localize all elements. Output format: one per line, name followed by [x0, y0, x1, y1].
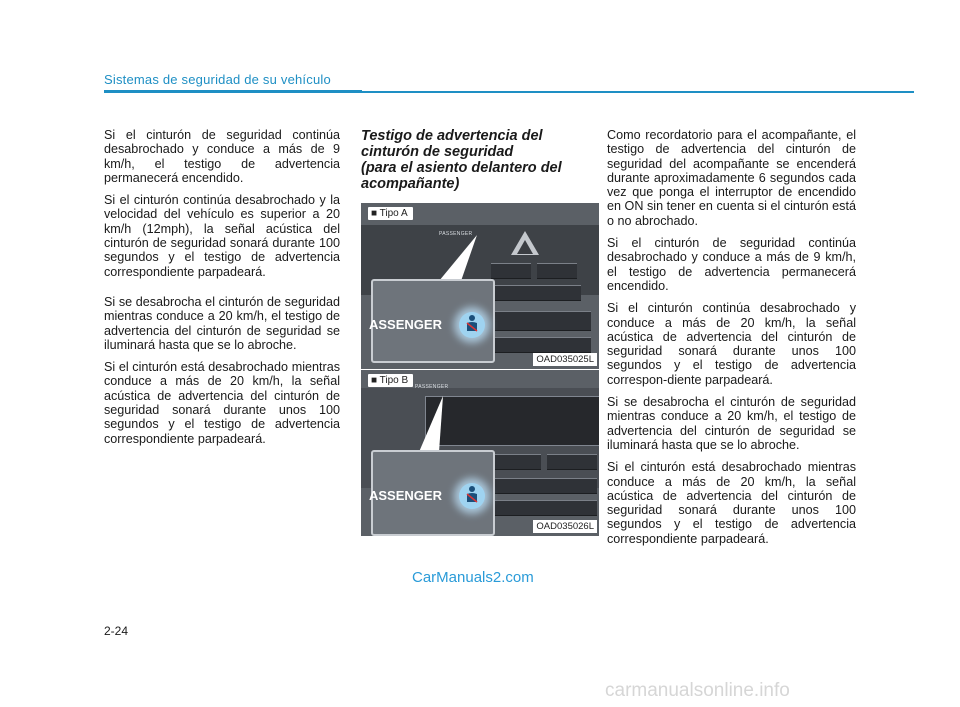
section-heading: [361, 128, 601, 192]
callout-passenger-text: ASSENGER: [369, 488, 442, 503]
text-column-right: [607, 128, 856, 554]
figure-code: OAD035026L: [533, 520, 597, 533]
callout-box: [371, 279, 495, 363]
callout-box: [371, 450, 495, 536]
paragraph: Si el cinturón está desabrochado mientras conduce a más de 20 km/h, la señal acústica de advertencia del cinturón de seguridad sonará durante unos 100 segundos y el testigo de advertencia correspondiente parpadeará.: [104, 360, 340, 446]
panel-button: [491, 454, 541, 470]
seatbelt-warning-icon: [459, 312, 485, 338]
paragraph: Si el cinturón continúa desabrochado y la velocidad del vehículo es superior a 20 km/h (12mph), la señal acústica del cinturón de seguridad sonará durante 100 segundos y el testigo de advertencia correspondiente parpadeará.: [104, 193, 340, 279]
panel-button: [537, 263, 577, 279]
section-header-title: Sistemas de seguridad de su vehículo: [104, 72, 331, 87]
watermark-link[interactable]: CarManuals2.com: [412, 569, 534, 586]
paragraph: Si se desabrocha el cinturón de seguridad mientras conduce a 20 km/h, el testigo de advertencia del cinturón de seguridad se iluminará hasta que se lo abroche.: [104, 294, 340, 352]
panel-passenger-label: PASSENGER: [415, 384, 449, 390]
heading-line: cinturón de seguridad: [361, 144, 514, 160]
figure-type-label: ■ Tipo A: [368, 207, 413, 220]
panel-button: [491, 285, 581, 301]
panel-button: [547, 454, 597, 470]
panel-button: [491, 478, 597, 494]
header-rule-accent: [104, 90, 362, 93]
infotainment-screen: [425, 396, 599, 446]
paragraph: Si el cinturón está desabrochado mientras conduce a más de 20 km/h, la señal acústica de advertencia del cinturón de seguridad sonará durante unos 100 segundos y el testigo de advertencia correspondiente parpadeará.: [607, 460, 856, 546]
paragraph: Si se desabrocha el cinturón de seguridad mientras conduce a 20 km/h, el testigo de advertencia del cinturón de seguridad se iluminará hasta que se lo abroche.: [607, 395, 856, 452]
footer-watermark: carmanualsonline.info: [605, 680, 790, 701]
panel-passenger-label: PASSENGER: [439, 231, 473, 237]
heading-line: acompañante): [361, 176, 460, 192]
paragraph: Si el cinturón de seguridad continúa desabrochado y conduce a más de 9 km/h, el testigo de advertencia permanecerá encendido.: [104, 128, 340, 185]
panel-button: [491, 311, 591, 331]
paragraph: Si el cinturón continúa desabrochado y conduce a más de 20 km/h, la señal acústica de advertencia del cinturón de seguridad sonará durante unos 100 segundos y el testigo de advertencia correspon-diente parpadeará.: [607, 301, 856, 387]
paragraph: Si el cinturón de seguridad continúa desabrochado y conduce a más de 9 km/h, el testigo de advertencia permanecerá encendido.: [607, 236, 856, 293]
page-number: 2-24: [104, 624, 129, 638]
callout-pointer: [421, 233, 481, 283]
figure-code: OAD035025L: [533, 353, 597, 366]
panel-button: [491, 500, 597, 516]
heading-line: Testigo de advertencia del: [361, 128, 543, 144]
figure-type-a: [361, 203, 599, 369]
figure-type-label: ■ Tipo B: [368, 374, 413, 387]
panel-button: [491, 337, 591, 353]
paragraph: Como recordatorio para el acompañante, el testigo de advertencia del cinturón de seguridad del acompañante se encenderá durante aproximadamente 6 segundos cada vez que ponga el interruptor de encendido en ON sin tener en cuenta si el cinturón está o no abrochado.: [607, 128, 856, 228]
seatbelt-warning-icon: [459, 483, 485, 509]
text-column-left: [104, 128, 340, 454]
callout-passenger-text: ASSENGER: [369, 317, 442, 332]
hazard-inner-icon: [517, 240, 533, 254]
heading-line: (para el asiento delantero del: [361, 160, 562, 176]
callout-pointer: [409, 394, 449, 454]
panel-button: [491, 263, 531, 279]
figure-type-b: [361, 370, 599, 536]
